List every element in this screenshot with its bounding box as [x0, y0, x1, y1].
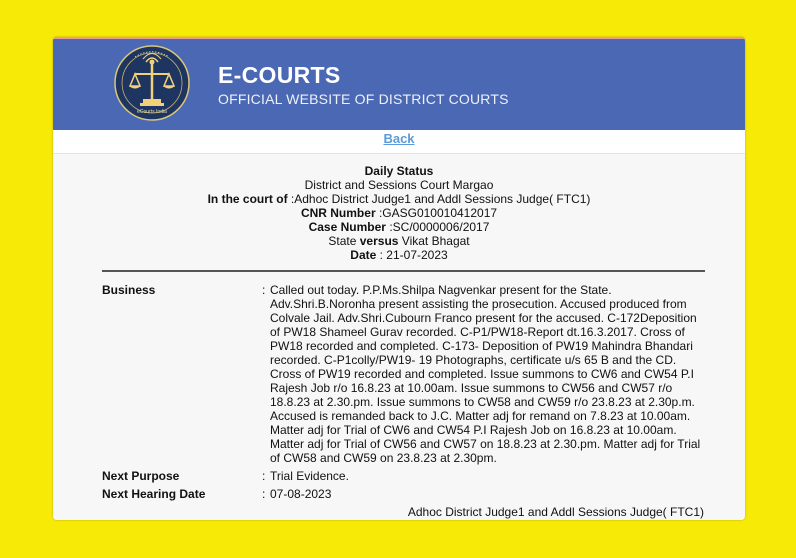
section-divider [102, 270, 705, 272]
business-row [102, 283, 745, 465]
cnr-line [53, 206, 745, 220]
cnr-label: CNR Number [300, 206, 376, 220]
next-hearing-colon: : [262, 487, 266, 501]
next-purpose-colon: : [262, 469, 266, 483]
site-banner [53, 37, 745, 130]
court-signature: Adhoc District Judge1 and Addl Sessions Judge( FTC1) [407, 505, 704, 519]
main-card [53, 37, 745, 520]
case-header [53, 164, 745, 262]
business-colon: : [262, 283, 266, 297]
date-label: Date [350, 248, 377, 262]
date-line [53, 248, 745, 262]
ecourts-logo-icon [113, 44, 191, 122]
next-purpose-value: Trial Evidence. [270, 469, 349, 483]
next-purpose-label: Next Purpose [102, 469, 180, 483]
next-hearing-value: 07-08-2023 [270, 487, 332, 501]
back-link[interactable]: Back [383, 131, 415, 146]
in-court-value: :Adhoc District Judge1 and Addl Sessions Judge( FTC1) [290, 192, 591, 206]
in-court-label: In the court of [207, 192, 288, 206]
case-status-panel [53, 153, 745, 520]
court-name: District and Sessions Court Margao [304, 178, 494, 192]
case-number-line [53, 220, 745, 234]
date-value: : 21-07-2023 [379, 248, 448, 262]
respondent-name: Vikat Bhagat [401, 234, 470, 248]
next-hearing-row [102, 487, 745, 501]
business-label: Business [102, 283, 156, 297]
versus-label: versus [359, 234, 399, 248]
parties-line [53, 234, 745, 248]
business-value: Called out today. P.P.Ms.Shilpa Nagvenkar present for the State. Adv.Shri.B.Noronha present assisting the prosecution. Accused produced from Colvale Jail. Adv.Shri.Cubourn Franco present for the accused. C-172Deposition of PW18 Shameel Gurav recorded. C-P1/PW18-Report dt.16.3.2017. Cross of PW18 recorded and completed. C-173- Deposition of PW19 Mahindra Bhandari recorded. C-P1colly/PW19- 19 Photographs, certificate u/s 65 B and the CD. Cross of PW19 recorded and completed. Issue summons to CW6 and CW54 P.I Rajesh Job r/o 16.8.23 at 10.00am. Issue summons to CW56 and CW57 r/o 18.8.23 at 2.30.pm. Issue summons to CW58 and CW59 r/o 23.8.23 at 2.30p.m. Accused is remanded back to J.C. Matter adj for remand on 7.8.23 at 10.00am. Matter adj for Trial of CW6 and CW54 P.I Rajesh Job on 16.8.23 at 10.00am. Matter adj for Trial of CW56 and CW57 on 18.8.23 at 2.30.pm. Matter adj for Trial of CW58 and CW59 on 23.8.23 at 2.30pm. [270, 283, 701, 465]
cnr-value: :GASG010010412017 [378, 206, 498, 220]
in-court-line [53, 192, 745, 206]
case-number-value: :SC/0000006/2017 [389, 220, 490, 234]
case-number-label: Case Number [308, 220, 386, 234]
daily-status-heading: Daily Status [364, 164, 434, 178]
logo-caption: eCourts India [137, 109, 167, 115]
site-title: E-COURTS [218, 62, 341, 88]
next-purpose-row [102, 469, 745, 483]
back-row [53, 130, 745, 155]
site-subtitle: OFFICIAL WEBSITE OF DISTRICT COURTS [218, 91, 509, 107]
case-details [102, 283, 745, 501]
petitioner-name: State [328, 234, 357, 248]
next-hearing-label: Next Hearing Date [102, 487, 206, 501]
